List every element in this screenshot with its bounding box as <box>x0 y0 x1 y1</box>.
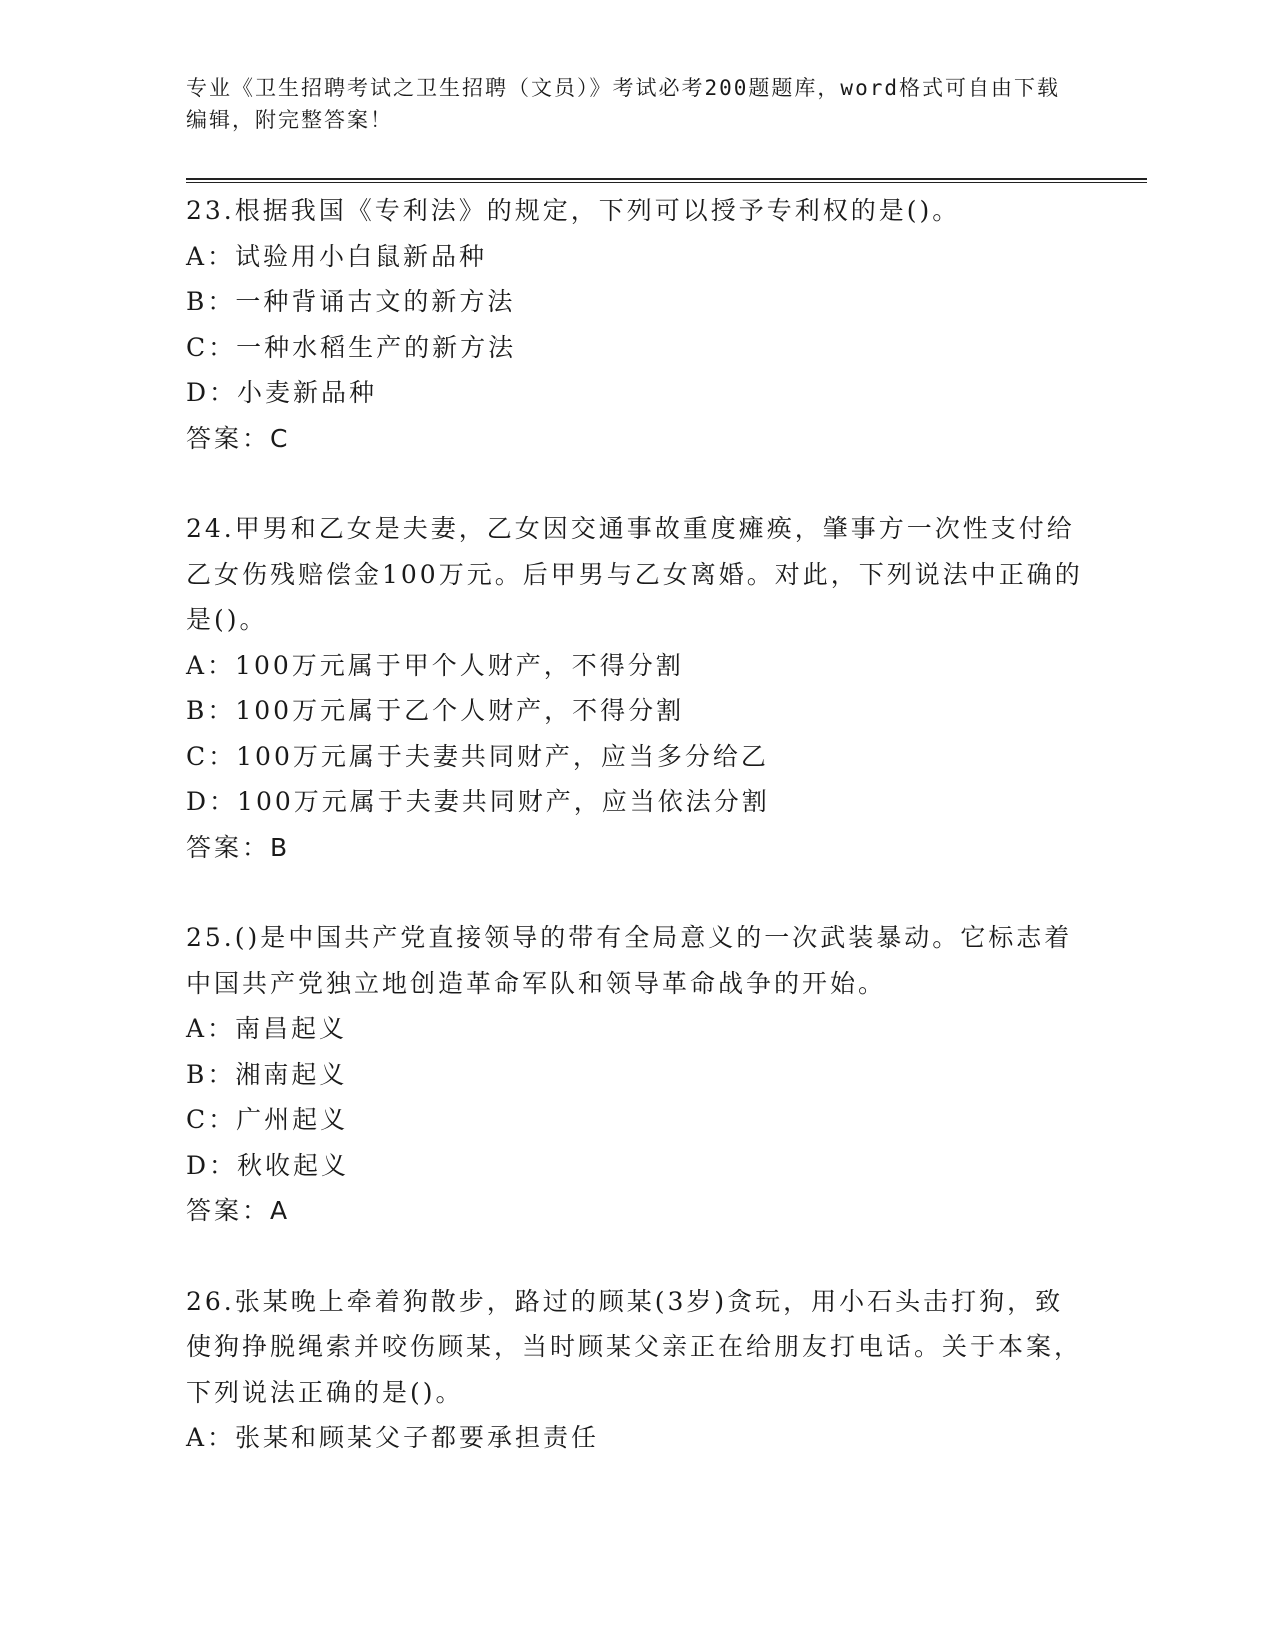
question-text: 24.甲男和乙女是夫妻，乙女因交通事故重度瘫痪，肇事方一次性支付给乙女伤残赔偿金100万元。后甲男与乙女离婚。对此，下列说法中正确的是()。 <box>186 514 1083 634</box>
question-23 <box>186 188 1086 461</box>
option-b: B：一种背诵古文的新方法 <box>186 287 516 316</box>
option-c: C：100万元属于夫妻共同财产，应当多分给乙 <box>186 741 769 771</box>
question-24 <box>186 506 1086 870</box>
option-a: A：100万元属于甲个人财产，不得分割 <box>186 650 684 680</box>
document-intro: 专业《卫生招聘考试之卫生招聘（文员）》考试必考200题题库，word格式可自由下载编辑，附完整答案！ <box>186 76 1060 132</box>
option-c: C：广州起义 <box>186 1105 349 1134</box>
question-text: 25.()是中国共产党直接领导的带有全局意义的一次武装暴动。它标志着中国共产党独立地创造革命军队和领导革命战争的开始。 <box>186 923 1073 998</box>
option-b: B：湘南起义 <box>186 1059 348 1089</box>
header-divider <box>186 178 1147 183</box>
option-c: C：一种水稻生产的新方法 <box>186 332 517 362</box>
option-b: B：100万元属于乙个人财产，不得分割 <box>186 696 685 725</box>
option-d: D：秋收起义 <box>186 1150 350 1180</box>
question-spacer <box>186 461 1086 506</box>
question-text: 23.根据我国《专利法》的规定，下列可以授予专利权的是()。 <box>186 196 961 225</box>
option-a: A：试验用小白鼠新品种 <box>186 241 488 271</box>
question-spacer <box>186 1234 1086 1279</box>
question-26 <box>186 1279 1086 1461</box>
question-text: 26.张某晚上牵着狗散步，路过的顾某(3岁)贪玩，用小石头击打狗，致使狗挣脱绳索并咬伤顾某，当时顾某父亲正在给朋友打电话。关于本案，下列说法正确的是()。 <box>186 1286 1083 1407</box>
option-a: A：南昌起义 <box>186 1014 348 1043</box>
option-d: D：100万元属于夫妻共同财产，应当依法分割 <box>186 787 770 816</box>
question-25 <box>186 915 1086 1234</box>
question-list <box>186 188 1086 1461</box>
option-d: D：小麦新品种 <box>186 378 378 407</box>
answer: 答案：A <box>186 1196 291 1225</box>
answer: 答案：B <box>186 832 291 862</box>
option-a: A：张某和顾某父子都要承担责任 <box>186 1423 600 1452</box>
question-spacer <box>186 870 1086 915</box>
answer: 答案：C <box>186 423 291 453</box>
